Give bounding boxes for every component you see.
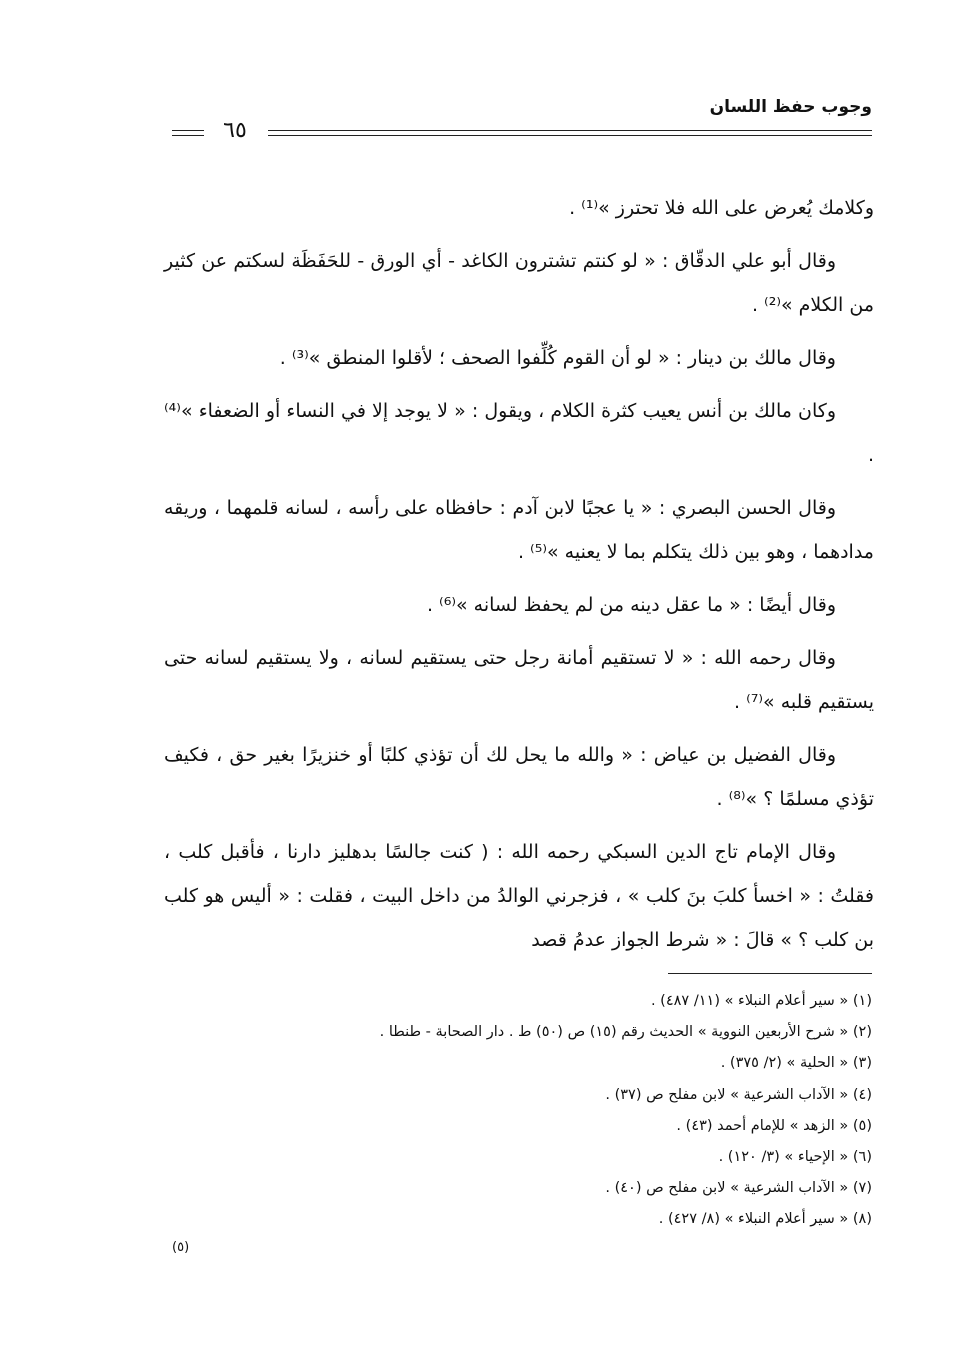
- signature-mark: (٥): [172, 1240, 190, 1255]
- paragraph: وقال رحمه الله : « لا تستقيم أمانة رجل حتى يستقيم لسانه ، ولا يستقيم لسانه حتى يستقيم قلبه »⁽⁷⁾ .: [164, 647, 874, 713]
- footnotes: [212, 986, 872, 1236]
- paragraph: وقال الحسن البصري : « يا عجبًا لابن آدم : حافظاه على رأسه ، لسانه قلمهما ، وريقه مدادهما ، وهو بين ذلك يتكلم بما لا يعنيه »⁽⁵⁾ .: [164, 497, 874, 563]
- footnote: (٥) « الزهد » للإمام أحمد (٤٣) .: [676, 1117, 872, 1134]
- footnote: (٧) « الآداب الشرعية » لابن مفلح ص (٤٠) .: [605, 1180, 872, 1197]
- paragraph: وقال مالك بن دينار : « لو أن القوم كُلِّفوا الصحف ؛ لأقلوا المنطق »⁽³⁾ .: [279, 347, 836, 369]
- page-number-rule-secondary: [172, 135, 204, 136]
- footnote: (٤) « الآداب الشرعية » لابن مفلح ص (٣٧) .: [605, 1086, 872, 1103]
- page-number: ٦٥: [223, 118, 247, 143]
- header-rule: [268, 130, 872, 131]
- footnote: (٨) « سير أعلام النبلاء » (٨/ ٤٢٧) .: [658, 1211, 872, 1228]
- footnote: (٢) « شرح الأربعين النووية » الحديث رقم (١٥) ص (٥٠) ط . دار الصحابة - طنطا .: [379, 1024, 872, 1041]
- paragraph: وقال أبو علي الدقّاق : « لو كنتم تشترون الكاغد - أي الورق - للحَفَظَة لسكتم عن كثير من الكلام »⁽²⁾ .: [164, 250, 874, 316]
- paragraph: وقال الفضيل بن عياض : « والله ما يحل لك أن تؤذي كلبًا أو خنزيرًا بغير حق ، فكيف تؤذي مسلمًا ؟ »⁽⁸⁾ .: [164, 744, 874, 810]
- paragraph: وقال الإمام تاج الدين السبكي رحمه الله : ( كنت جالسًا بدهليز دارنا ، فأقبل كلب ، فقلتُ : « اخسأ كلبَ بنَ كلب » ، فزجرني الوالدُ من داخل البيت ، فقلت : « أليس هو كلب بن كلب ؟ » قالَ : « شرط الجواز عدمُ قصد: [164, 841, 874, 951]
- paragraph: وكلامك يُعرض على الله فلا تحترز »⁽¹⁾ .: [569, 197, 874, 219]
- footnote-separator: [668, 973, 872, 974]
- running-title: وجوب حفظ اللسان: [709, 97, 872, 117]
- footnote: (١) « سير أعلام النبلاء » (١١/ ٤٨٧) .: [650, 993, 872, 1009]
- footnote: (٣) « الحلية » (٢/ ٣٧٥) .: [720, 1055, 872, 1072]
- paragraph: وكان مالك بن أنس يعيب كثرة الكلام ، ويقول : « لا يوجد إلا في النساء أو الضعفاء »⁽⁴⁾ .: [164, 400, 874, 466]
- paragraph: وقال أيضًا : « ما عقل دينه من لم يحفظ لسانه »⁽⁶⁾ .: [426, 594, 836, 616]
- footnote: (٦) « الإحياء » (٣/ ١٢٠) .: [718, 1149, 872, 1166]
- header-rule-secondary: [268, 135, 872, 136]
- page-number-rule: [172, 130, 204, 131]
- body-text: [164, 186, 874, 971]
